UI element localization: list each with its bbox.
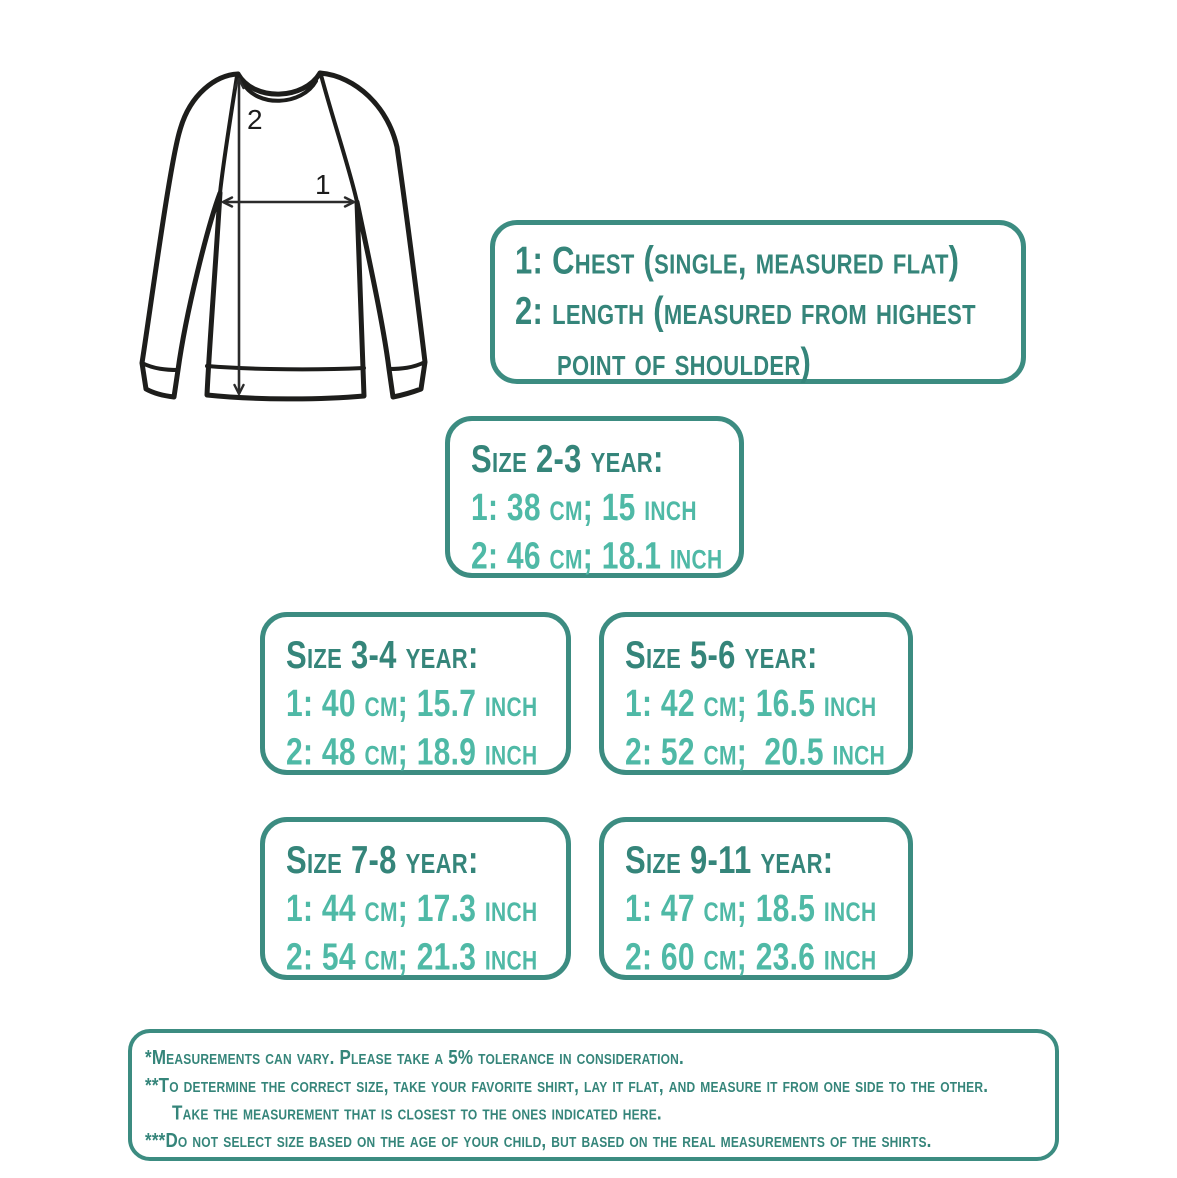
- length-measurement: 2: 48 cm; 18.9 inch: [286, 731, 538, 774]
- footnote-how-to-measure: **To determine the correct size, take your favorite shirt, lay it flat, and measure it from one side to the other.: [145, 1073, 989, 1097]
- cuff-line-left: [142, 363, 178, 370]
- footnotes-box: [128, 1029, 1059, 1161]
- chest-measurement: 1: 40 cm; 15.7 inch: [286, 683, 538, 725]
- chest-measurement: 1: 42 cm; 16.5 inch: [625, 683, 877, 725]
- size-box-content: [265, 617, 566, 777]
- legend-content: [495, 225, 1021, 388]
- sweater-diagram: [120, 50, 460, 420]
- size-box-5-6-year: [599, 612, 913, 775]
- size-box-content: [604, 617, 908, 777]
- size-title: Size 9-11 year:: [625, 837, 834, 882]
- chest-measurement: 1: 44 cm; 17.3 inch: [286, 888, 538, 930]
- size-title: Size 2-3 year:: [471, 436, 664, 481]
- footnote-tolerance: *Measurements can vary. Please take a 5% tolerance in consideration.: [145, 1046, 684, 1069]
- size-box-9-11-year: [599, 817, 913, 980]
- legend-box: [490, 220, 1026, 384]
- size-box-2-3-year: [445, 416, 744, 578]
- legend-line-length-cont: point of shoulder): [557, 339, 812, 384]
- size-box-content: [604, 822, 908, 982]
- footnotes-content: [132, 1033, 1055, 1154]
- footnote-age-warning: ***Do not select size based on the age of your child, but based on the real measurements of the shirts.: [145, 1129, 932, 1152]
- footnote-how-to-measure-cont: Take the measurement that is closest to the ones indicated here.: [172, 1101, 662, 1125]
- length-measurement: 2: 46 cm; 18.1 inch: [471, 535, 723, 578]
- length-measurement: 2: 54 cm; 21.3 inch: [286, 936, 538, 979]
- chest-arrow-label: 1: [315, 169, 331, 200]
- chest-measurement: 1: 38 cm; 15 inch: [471, 487, 697, 529]
- cuff-line-right: [389, 362, 425, 369]
- size-title: Size 7-8 year:: [286, 837, 479, 882]
- raglan-seam-left: [220, 76, 237, 193]
- size-title: Size 5-6 year:: [625, 632, 818, 677]
- size-box-content: [450, 421, 739, 581]
- size-title: Size 3-4 year:: [286, 632, 479, 677]
- hem-line: [207, 366, 364, 369]
- legend-line-chest: 1: Chest (single, measured flat): [515, 237, 960, 283]
- length-arrow-label: 2: [247, 104, 263, 135]
- chest-measurement: 1: 47 cm; 18.5 inch: [625, 888, 877, 930]
- legend-line-length: 2: length (measured from highest: [515, 288, 976, 333]
- size-box-7-8-year: [260, 817, 571, 980]
- size-box-content: [265, 822, 566, 982]
- size-box-3-4-year: [260, 612, 571, 775]
- sweater-outline-icon: [142, 73, 425, 399]
- length-measurement: 2: 60 cm; 23.6 inch: [625, 936, 877, 979]
- length-measurement: 2: 52 cm; 20.5 inch: [625, 731, 886, 774]
